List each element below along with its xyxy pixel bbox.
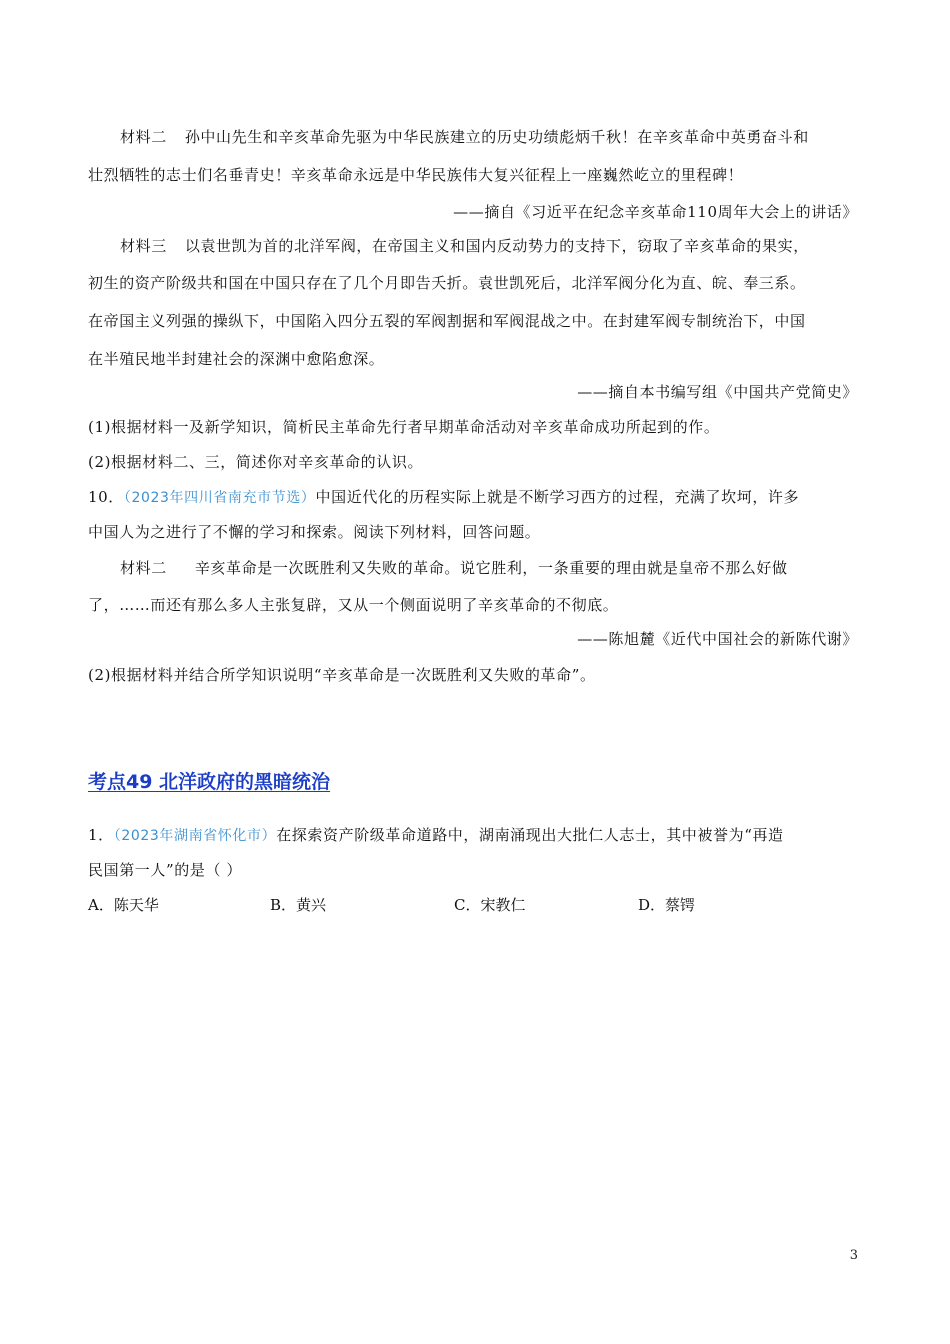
q1-option-b[interactable]: B．黄兴 [270,896,327,914]
q10-stem-line2: 中国人为之进行了不懈的学习和探索。阅读下列材料，回答问题。 [88,523,541,541]
q10-material-label: 材料二 [120,559,167,577]
q1-option-d[interactable]: D．蔡锷 [638,896,696,914]
q1-stem-line2: 民国第一人”的是（ ） [88,861,243,879]
material2-text1: 孙中山先生和辛亥革命先驱为中华民族建立的历史功绩彪炳千秋！在辛亥革命中英勇奋斗和 [184,128,809,146]
q9-subquestion-2: (2)根据材料二、三，简述你对辛亥革命的认识。 [88,453,424,471]
q1-option-c[interactable]: C．宋教仁 [454,896,526,914]
q10-material-text1: 辛亥革命是一次既胜利又失败的革命。说它胜利，一条重要的理由就是皇帝不那么好做 [194,559,788,577]
material3-line2: 初生的资产阶级共和国在中国只存在了几个月即告夭折。袁世凯死后，北洋军阀分化为直、皖、奉三系。 [88,274,806,292]
q1-number: 1． [88,826,114,844]
q10-source-tag: （2023年四川省南充市节选） [123,490,316,506]
q10-material-line1 [120,558,788,578]
q10-stem-line1 [88,487,799,508]
q9-subquestion-1: (1)根据材料一及新学知识，简析民主革命先行者早期革命活动对辛亥革命成功所起到的作。 [88,418,720,436]
q1-stem-line1 [88,825,784,846]
material3-text1: 以袁世凯为首的北洋军阀，在帝国主义和国内反动势力的支持下，窃取了辛亥革命的果实， [184,237,809,255]
material3-line1 [120,236,809,256]
material2-line2: 壮烈牺牲的志士们名垂青史！辛亥革命永远是中华民族伟大复兴征程上一座巍然屹立的里程碑！ [88,166,744,184]
q1-source-tag: （2023年湖南省怀化市） [113,828,277,844]
q10-stem-text1: 中国近代化的历程实际上就是不断学习西方的过程，充满了坎坷，许多 [315,488,800,506]
material2-source: ——摘自《习近平在纪念辛亥革命110周年大会上的讲话》 [453,203,858,221]
page-number: 3 [849,1248,858,1263]
material2-line1 [120,127,809,147]
q1-options [88,895,788,915]
q10-number: 10． [88,488,124,506]
material3-line3: 在帝国主义列强的操纵下，中国陷入四分五裂的军阀割据和军阀混战之中。在封建军阀专制统治下，中国 [88,312,806,330]
material3-line4: 在半殖民地半封建社会的深渊中愈陷愈深。 [88,350,385,368]
q10-source: ——陈旭麓《近代中国社会的新陈代谢》 [577,630,858,648]
material2-label: 材料二 [120,128,167,146]
q10-material-line2: 了，……而还有那么多人主张复辟，又从一个侧面说明了辛亥革命的不彻底。 [88,596,619,614]
q1-stem-text1: 在探索资产阶级革命道路中，湖南涌现出大批仁人志士，其中被誉为“再造 [276,826,784,844]
material3-label: 材料三 [120,237,167,255]
q1-option-a[interactable]: A．陈天华 [88,896,159,914]
material3-source: ——摘自本书编写组《中国共产党简史》 [577,383,858,401]
section-heading: 考点49 北洋政府的黑暗统治 [88,771,331,793]
q10-subquestion-2: (2)根据材料并结合所学知识说明“辛亥革命是一次既胜利又失败的革命”。 [88,666,596,684]
